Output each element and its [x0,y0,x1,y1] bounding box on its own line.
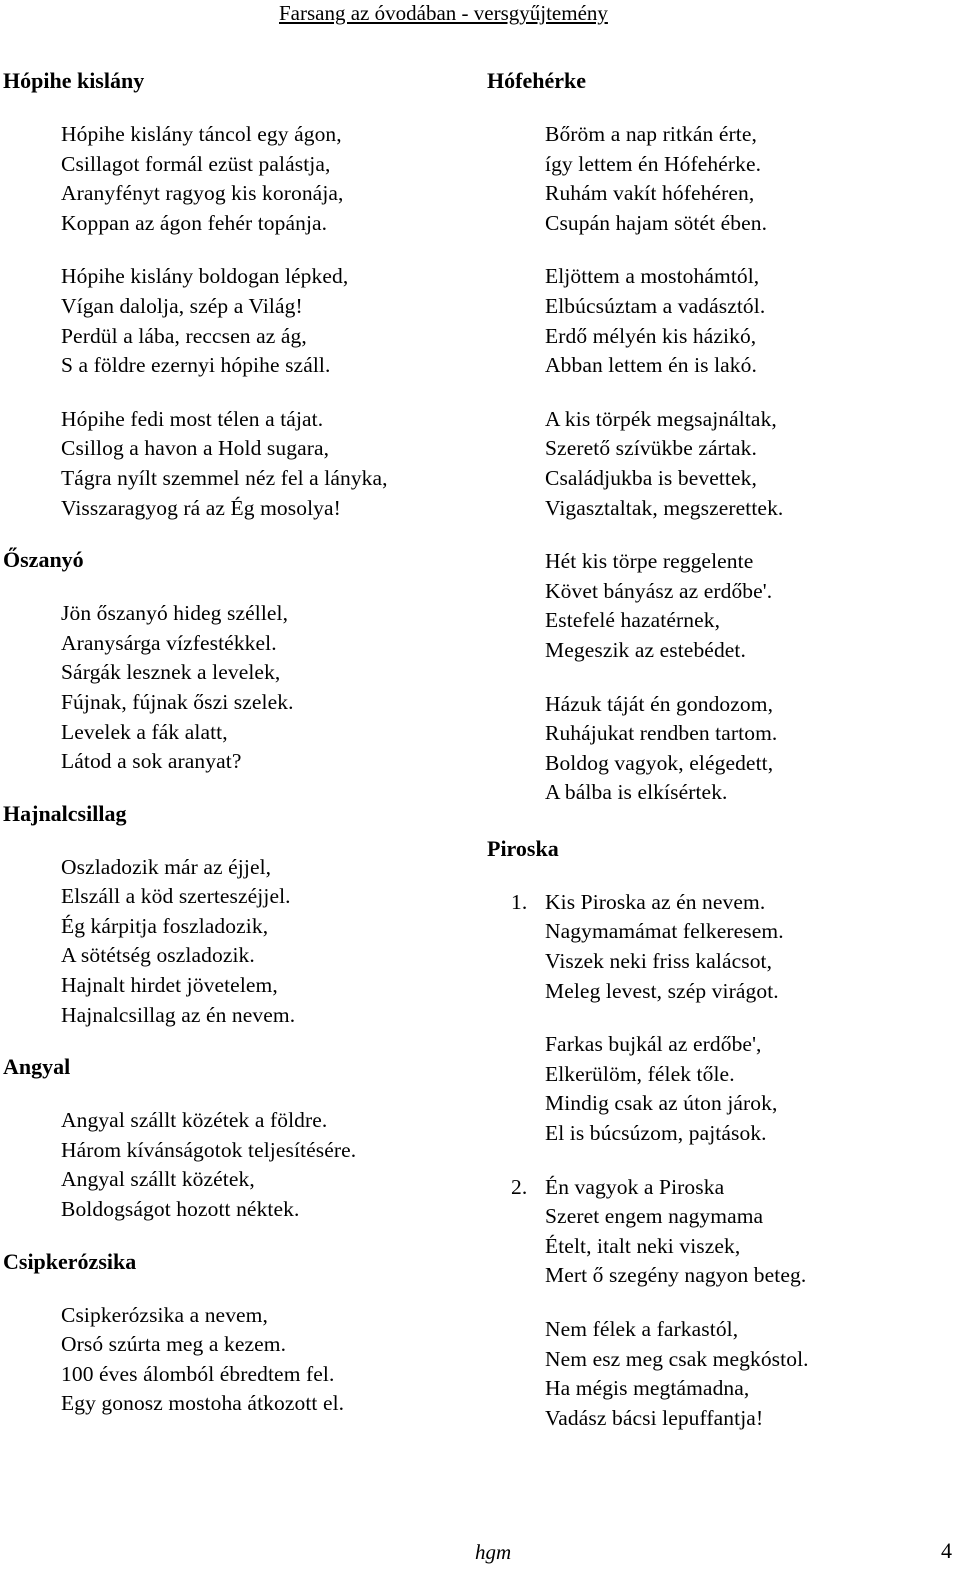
stanza [61,262,473,380]
poem-body [3,1301,473,1419]
stanza-wrapper [61,1301,473,1419]
verse-line: Egy gonosz mostoha átkozott el. [61,1391,345,1416]
verse-line: Hajnalt hirdet jövetelem, [61,973,278,998]
verse-line: Sárgák lesznek a levelek, [61,660,281,685]
stanza-wrapper [61,853,473,1031]
verse-line: Farkas bujkál az erdőbe', [545,1032,762,1057]
verse-line: Én vagyok a Piroska [545,1174,725,1199]
verse-line: Boldog vagyok, elégedett, [545,750,774,775]
stanza-wrapper [545,120,957,808]
verse-line: El is búcsúzom, pajtások. [545,1121,767,1146]
part-stanzas [545,1173,809,1434]
verse-line: Elbúcsúztam a vadásztól. [545,293,766,318]
verse-line: Estefelé hazatérnek, [545,608,721,633]
verse-line: 100 éves álomból ébredtem fel. [61,1361,335,1386]
stanza-wrapper [61,599,473,777]
poem [3,545,473,777]
stanza [545,1315,809,1433]
verse-line: S a földre ezernyi hópihe száll. [61,353,331,378]
poem-title: Hópihe kislány [3,68,145,93]
verse-line: Kis Piroska az én nevem. [545,889,766,914]
footer-signature: hgm [475,1540,512,1564]
verse-line: Nem esz meg csak megkóstol. [545,1346,809,1371]
stanza [545,120,957,238]
verse-line: Erdő mélyén kis házikó, [545,323,757,348]
stanza [61,599,473,777]
verse-line: Nagymamámat felkeresem. [545,919,784,944]
page-number: 4 [941,1538,952,1563]
numbered-part [487,888,957,1149]
poem-title: Piroska [487,835,559,861]
poem-title: Angyal [3,1054,71,1080]
verse-line: Eljöttem a mostohámtól, [545,264,760,289]
verse-line: Aranysárga vízfestékkel. [61,630,277,655]
poem-body [3,853,473,1031]
stanza [545,1173,809,1291]
part-number-label: 1. [511,889,528,914]
poem [3,1247,473,1419]
verse-line: Hópihe kislány boldogan lépked, [61,264,349,289]
verse-line: Ha mégis megtámadna, [545,1376,750,1401]
stanza [545,1030,784,1148]
verse-line: Három kívánságotok teljesítésére. [61,1137,357,1162]
poem-body [487,888,957,1434]
verse-line: Látod a sok aranyat? [61,749,242,774]
verse-line: Ég kárpitja foszladozik, [61,913,269,938]
numbered-part [487,1173,957,1434]
verse-line: Csillog a havon a Hold sugara, [61,436,330,461]
poem [3,66,473,523]
stanza [545,547,957,665]
verse-line: Tágra nyílt szemmel néz fel a lányka, [61,465,388,490]
verse-line: Családjukba is bevettek, [545,465,757,490]
verse-line: Követ bányász az erdőbe'. [545,578,773,603]
verse-line: Koppan az ágon fehér topánja. [61,210,328,235]
verse-line: Mert ő szegény nagyon beteg. [545,1263,807,1288]
poem [3,799,473,1031]
left-column [3,66,473,1419]
verse-line: Angyal szállt közétek, [61,1167,255,1192]
stanza [545,690,957,808]
verse-line: Hópihe kislány táncol egy ágon, [61,122,342,146]
poem [3,1052,473,1224]
poem-body [487,120,957,808]
verse-line: Elszáll a köd szerteszéjjel. [61,884,291,909]
verse-line: Vigasztaltak, megszerettek. [545,495,784,520]
verse-line: Orsó szúrta meg a kezem. [61,1332,287,1357]
stanza [61,120,473,238]
verse-line: Nem félek a farkastól, [545,1317,739,1341]
stanza [61,1301,473,1419]
verse-line: Elkerülöm, félek tőle. [545,1061,735,1086]
verse-line: A bálba is elkísértek. [545,780,728,805]
stanza [61,1106,473,1224]
verse-line: Ételt, italt neki viszek, [545,1233,741,1258]
stanza [545,262,957,380]
part-stanzas [545,888,784,1149]
stanza [61,853,473,1031]
poem-title: Csipkerózsika [3,1248,137,1274]
stanza [545,405,957,523]
verse-line: Abban lettem én is lakó. [545,353,757,378]
verse-line: Hét kis törpe reggelente [545,549,754,574]
verse-line: Csupán hajam sötét ében. [545,210,768,235]
poem-title: Hajnalcsillag [3,800,127,826]
poem-piroska [487,834,957,1434]
verse-line: Ruhájukat rendben tartom. [545,721,778,746]
page-header-title: Farsang az óvodában - versgyűjtemény [279,1,608,25]
verse-line: A kis törpék megsajnáltak, [545,406,777,431]
poem-body [3,120,473,523]
poem-title: Hófehérke [487,68,586,93]
verse-line: Ruhám vakít hófehéren, [545,181,755,206]
verse-line: Boldogságot hozott néktek. [61,1197,300,1222]
poem-body [3,1106,473,1224]
verse-line: Vígan dalolja, szép a Világ! [61,293,303,318]
verse-line: Szeret engem nagymama [545,1204,764,1229]
part-number [487,1173,545,1434]
verse-line: Csillagot formál ezüst palástja, [61,151,331,176]
verse-line: Hópihe fedi most télen a tájat. [61,406,324,431]
verse-line: Fújnak, fújnak őszi szelek. [61,689,294,714]
verse-line: A sötétség oszladozik. [61,943,255,968]
stanza-wrapper [61,1106,473,1224]
verse-line: Levelek a fák alatt, [61,719,228,744]
verse-line: Szerető szívükbe zártak. [545,436,757,461]
verse-line: Hajnalcsillag az én nevem. [61,1002,296,1027]
verse-line: Csipkerózsika a nevem, [61,1302,268,1327]
verse-line: Aranyfényt ragyog kis koronája, [61,181,344,206]
verse-line: Vadász bácsi lepuffantja! [545,1405,764,1430]
verse-line: Megeszik az estebédet. [545,637,746,662]
part-number [487,888,545,1149]
verse-line: Meleg levest, szép virágot. [545,978,779,1003]
verse-line: Jön őszanyó hideg széllel, [61,601,289,626]
verse-line: Visszaragyog rá az Ég mosolya! [61,495,341,520]
stanza [61,405,473,523]
verse-line: Perdül a lába, reccsen az ág, [61,323,307,348]
poem-hofeherke [487,66,957,808]
verse-line: Angyal szállt közétek a földre. [61,1108,328,1133]
poem-body [3,599,473,777]
verse-line: Viszek neki friss kalácsot, [545,949,773,974]
verse-line: Mindig csak az úton járok, [545,1091,778,1116]
part-number-label: 2. [511,1174,528,1199]
stanza-wrapper [61,120,473,523]
right-column [487,66,957,1433]
verse-line: így lettem én Hófehérke. [545,151,762,176]
verse-line: Házuk táját én gondozom, [545,691,774,716]
poem-title: Őszanyó [3,547,84,573]
stanza [545,888,784,1006]
verse-line: Bőröm a nap ritkán érte, [545,122,757,146]
verse-line: Oszladozik már az éjjel, [61,854,272,879]
